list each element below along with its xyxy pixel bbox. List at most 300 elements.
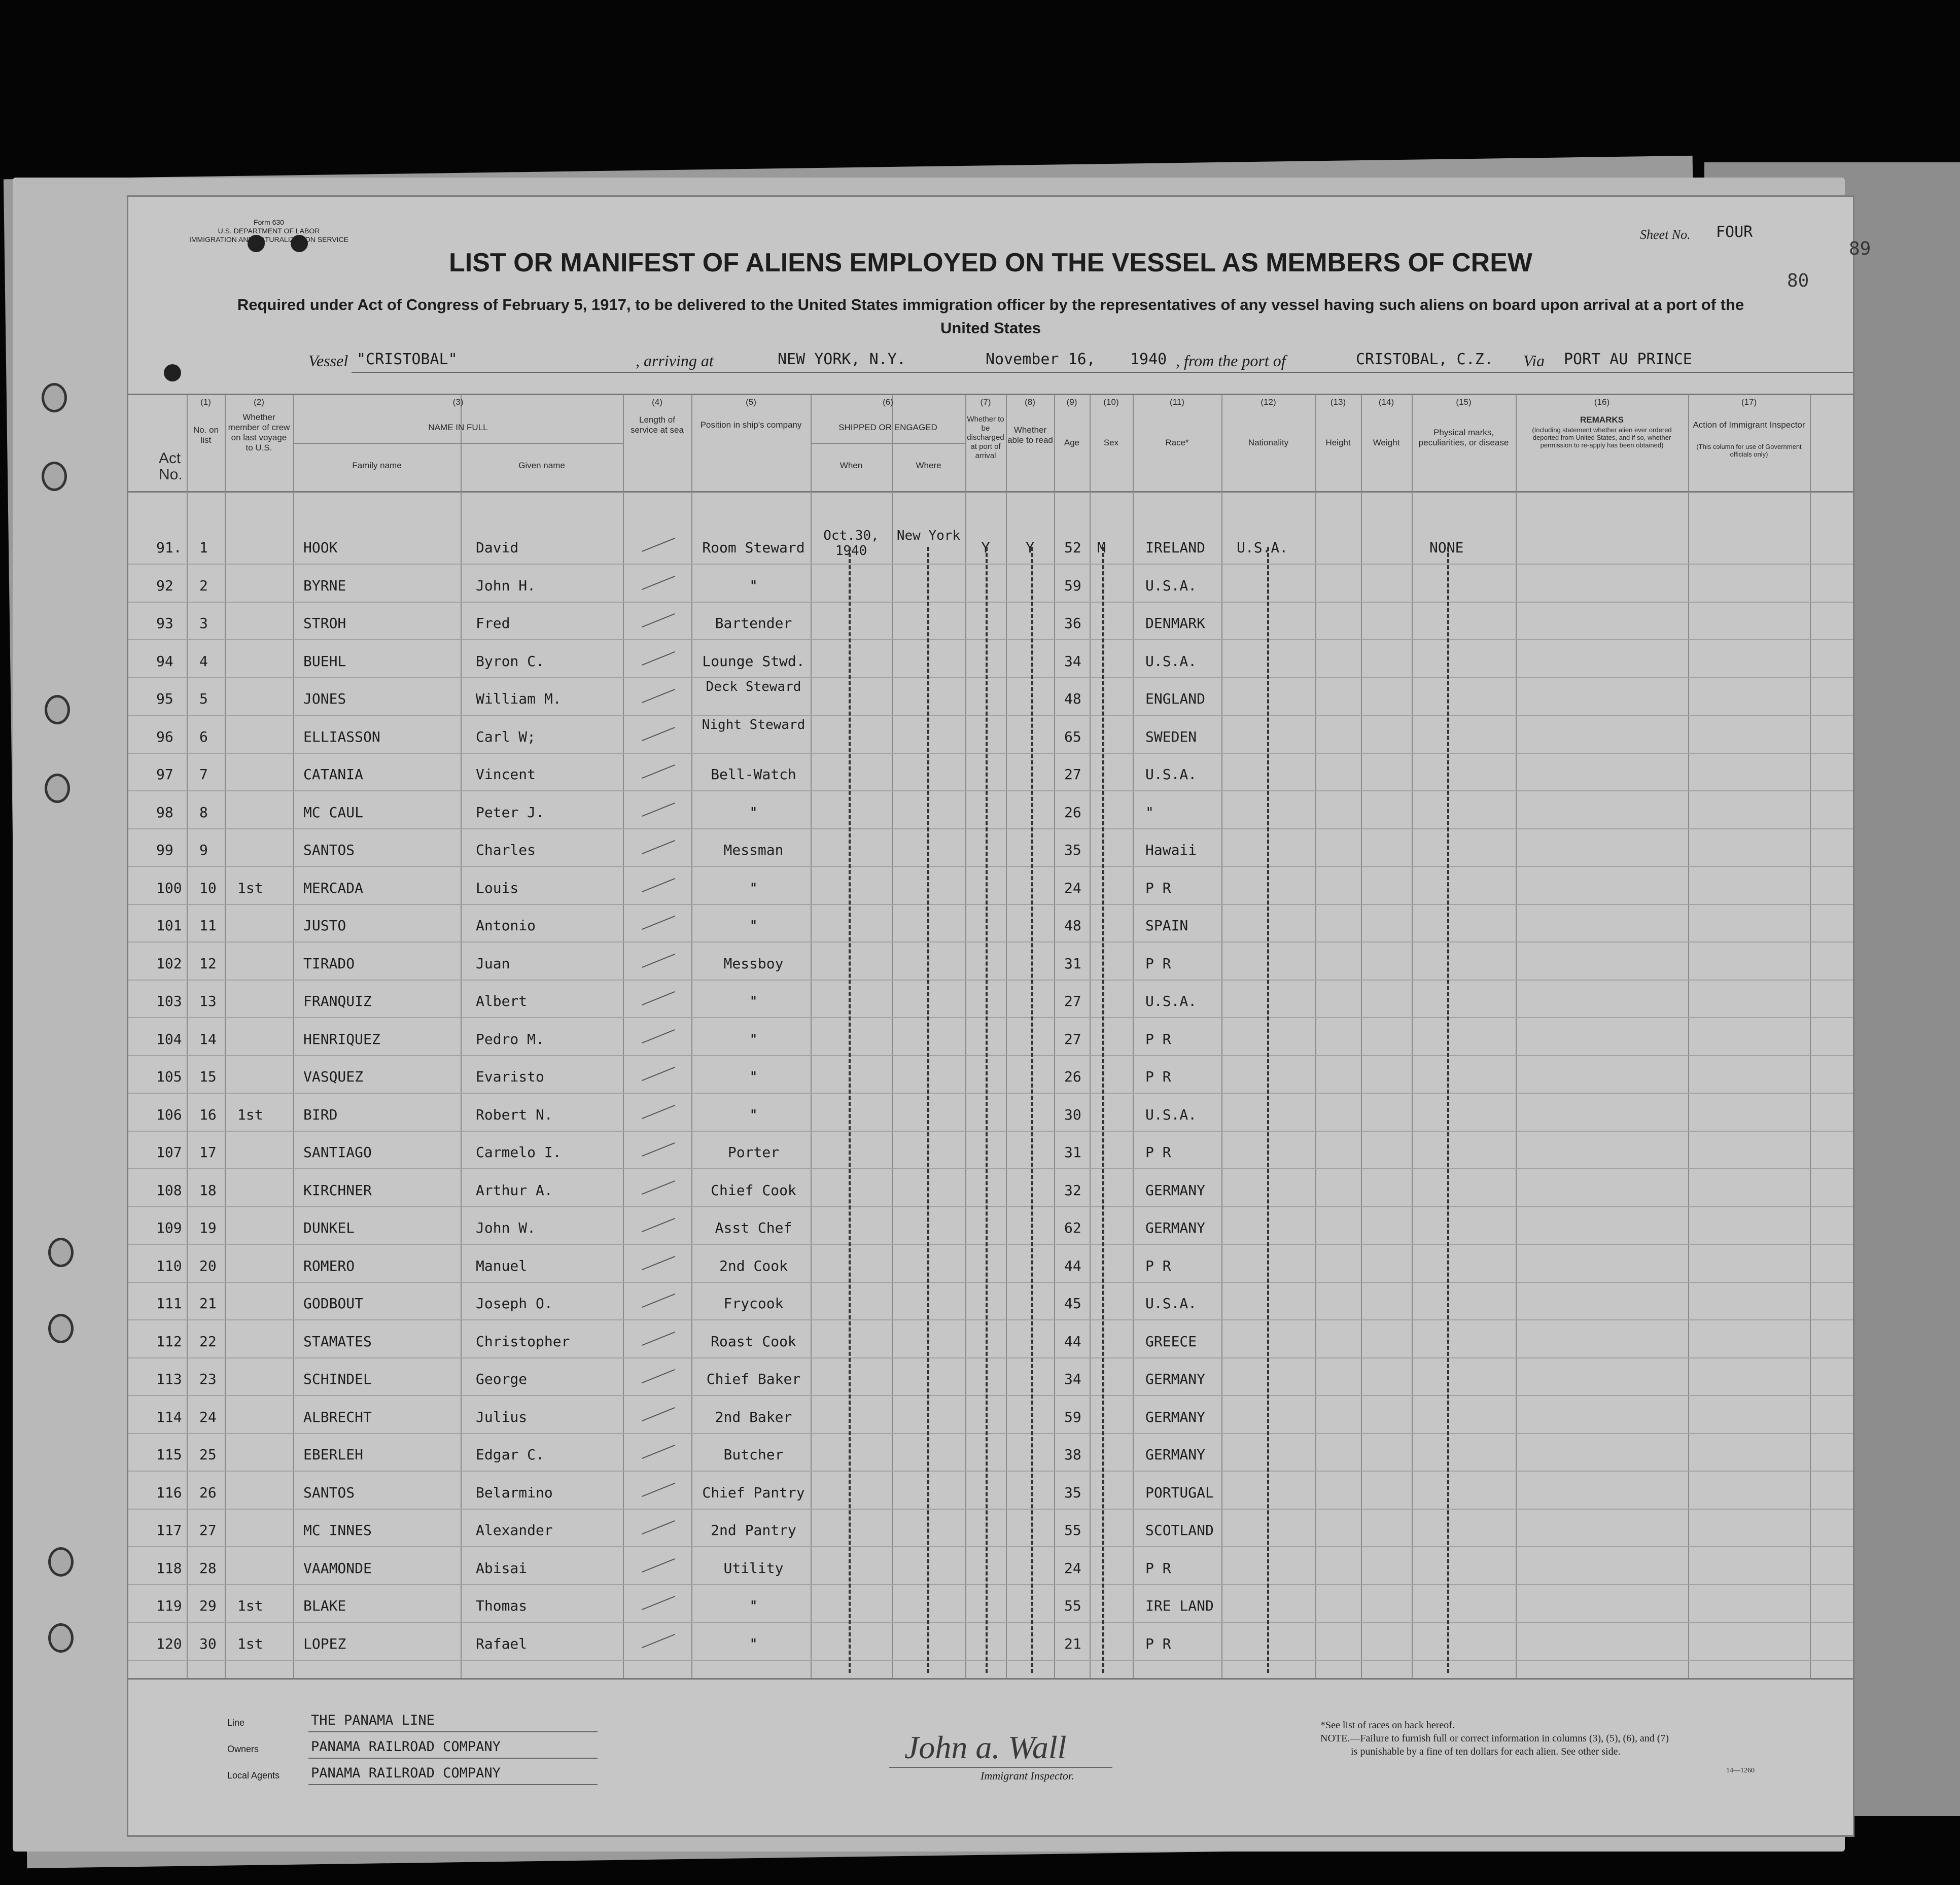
family-name: FRANQUIZ bbox=[303, 993, 372, 1009]
age: 27 bbox=[1064, 766, 1081, 783]
binder-hole bbox=[42, 383, 67, 412]
given-name: Albert bbox=[476, 993, 528, 1009]
name-header: NAME IN FULL bbox=[428, 423, 488, 432]
service-tick-mark bbox=[642, 1407, 675, 1421]
service-tick-mark bbox=[642, 1369, 675, 1383]
list-number: 29 bbox=[199, 1597, 217, 1614]
race: DENMARK bbox=[1145, 615, 1206, 632]
age: 31 bbox=[1064, 1144, 1081, 1161]
service-tick-mark bbox=[642, 651, 675, 665]
list-number: 13 bbox=[199, 993, 217, 1009]
act-number: 98 bbox=[156, 804, 173, 821]
age: 35 bbox=[1064, 842, 1081, 858]
act-no-header: Act No. bbox=[159, 450, 183, 483]
position: Porter bbox=[727, 1144, 780, 1161]
family-name: ELLIASSON bbox=[303, 728, 380, 745]
family-name: GODBOUT bbox=[303, 1295, 364, 1312]
row-rule bbox=[128, 828, 1853, 829]
given-name: Antonio bbox=[476, 917, 536, 934]
family-name: SANTIAGO bbox=[303, 1144, 372, 1161]
inspector-label: Immigrant Inspector. bbox=[981, 1769, 1074, 1782]
given-name: Edgar C. bbox=[476, 1446, 544, 1463]
given-name: Arthur A. bbox=[476, 1181, 553, 1199]
list-number: 16 bbox=[199, 1106, 217, 1123]
race: SPAIN bbox=[1145, 917, 1188, 934]
race: P R bbox=[1145, 1257, 1171, 1274]
age: 26 bbox=[1064, 804, 1081, 821]
family-name: VASQUEZ bbox=[303, 1068, 364, 1085]
given-name: Vincent bbox=[476, 766, 536, 783]
list-number: 22 bbox=[199, 1333, 217, 1350]
position: Roast Cook bbox=[711, 1333, 796, 1350]
row-rule bbox=[128, 866, 1853, 867]
act-number: 93 bbox=[156, 615, 173, 632]
list-number: 5 bbox=[199, 690, 208, 707]
family-name: STAMATES bbox=[303, 1333, 372, 1350]
given-name: John H. bbox=[476, 577, 536, 594]
position: Bell-Watch bbox=[711, 766, 796, 783]
service-tick-mark bbox=[642, 1142, 675, 1157]
shipped-header: SHIPPED OR ENGAGED bbox=[838, 423, 937, 432]
family-name: MERCADA bbox=[303, 879, 364, 896]
binder-hole bbox=[48, 1623, 74, 1653]
table-bottom-rule bbox=[128, 1678, 1853, 1680]
ditto-line bbox=[1102, 547, 1104, 1673]
race: PORTUGAL bbox=[1145, 1484, 1214, 1501]
service-tick-mark bbox=[642, 764, 675, 779]
act-number: 107 bbox=[156, 1144, 182, 1161]
col-rule bbox=[1054, 395, 1055, 1678]
age: 30 bbox=[1064, 1106, 1081, 1123]
given-name: Christopher bbox=[476, 1333, 570, 1350]
family-name: LOPEZ bbox=[303, 1635, 346, 1652]
act-number: 117 bbox=[156, 1522, 182, 1539]
col-rule bbox=[1810, 395, 1811, 1678]
remarks-subheader: (Including statement whether alien ever ordered deported from United States, and if so, whether permission to re-apply has been obtained) bbox=[1532, 426, 1672, 449]
race: SWEDEN bbox=[1145, 728, 1197, 745]
race: ENGLAND bbox=[1145, 690, 1206, 707]
binder-hole bbox=[42, 462, 67, 491]
page-title: LIST OR MANIFEST OF ALIENS EMPLOYED ON THE VESSEL AS MEMBERS OF CREW bbox=[449, 248, 1532, 277]
list-number: 26 bbox=[199, 1484, 217, 1501]
service-tick-mark bbox=[642, 1218, 675, 1232]
from-port-label: , from the port of bbox=[1176, 352, 1286, 370]
row-rule bbox=[128, 904, 1853, 905]
sex: M bbox=[1097, 539, 1106, 556]
row-rule bbox=[128, 1017, 1853, 1018]
col-rule bbox=[892, 395, 893, 1678]
service-tick-mark bbox=[642, 840, 675, 854]
race: U.S.A. bbox=[1145, 1106, 1197, 1123]
row-rule bbox=[128, 1168, 1853, 1169]
agents-label: Local Agents bbox=[227, 1770, 280, 1781]
list-number: 21 bbox=[199, 1295, 217, 1312]
age: 48 bbox=[1064, 690, 1081, 707]
given-name: Fred bbox=[476, 615, 510, 632]
length-service-header: Length of service at sea bbox=[631, 415, 684, 435]
act-number: 104 bbox=[156, 1030, 182, 1048]
family-name: SCHINDEL bbox=[303, 1371, 372, 1387]
previous-voyage: 1st bbox=[237, 1106, 263, 1123]
form-number: Form 630 bbox=[254, 218, 284, 226]
vessel-name: "CRISTOBAL" bbox=[357, 351, 458, 368]
col-rule bbox=[1516, 395, 1517, 1678]
age: 26 bbox=[1064, 1068, 1081, 1085]
list-number: 14 bbox=[199, 1030, 217, 1048]
list-number: 7 bbox=[199, 766, 208, 783]
act-number: 95 bbox=[156, 690, 173, 707]
list-number: 17 bbox=[199, 1144, 217, 1161]
act-number: 101 bbox=[156, 917, 182, 934]
col-rule bbox=[1090, 395, 1091, 1678]
age: 59 bbox=[1064, 1408, 1081, 1425]
act-number: 112 bbox=[156, 1333, 182, 1350]
age: 32 bbox=[1064, 1181, 1081, 1199]
given-name: Juan bbox=[476, 955, 510, 972]
age: 24 bbox=[1064, 1559, 1081, 1577]
position: " bbox=[749, 993, 758, 1009]
given-name: Charles bbox=[476, 842, 536, 858]
race: U.S.A. bbox=[1145, 652, 1197, 670]
given-name: Byron C. bbox=[476, 652, 544, 670]
inspector-action-header: Action of Immigrant Inspector bbox=[1693, 420, 1805, 430]
col-number: (2) bbox=[254, 397, 264, 407]
age: 34 bbox=[1064, 1371, 1081, 1387]
row-rule bbox=[128, 1509, 1853, 1510]
when-header: When bbox=[839, 461, 863, 470]
race: GREECE bbox=[1145, 1333, 1197, 1350]
discharged-flag: Y bbox=[981, 539, 990, 556]
race: P R bbox=[1145, 1635, 1171, 1652]
race: U.S.A. bbox=[1145, 993, 1197, 1009]
line-value: THE PANAMA LINE bbox=[311, 1713, 435, 1728]
given-name: Thomas bbox=[476, 1597, 528, 1614]
race: P R bbox=[1145, 1068, 1171, 1085]
position: 2nd Baker bbox=[715, 1408, 792, 1425]
form-header-block bbox=[189, 218, 348, 244]
age: 36 bbox=[1064, 615, 1081, 632]
service-tick-mark bbox=[642, 1445, 675, 1459]
failure-note: NOTE.—Failure to furnish full or correct information in columns (3), (5), (6), and (7) bbox=[1320, 1733, 1669, 1744]
race: IRELAND bbox=[1145, 539, 1206, 556]
family-name: BIRD bbox=[303, 1106, 338, 1123]
row-rule bbox=[128, 1244, 1853, 1245]
list-number: 2 bbox=[199, 577, 208, 594]
family-name: BLAKE bbox=[303, 1597, 346, 1614]
service-tick-mark bbox=[642, 1067, 675, 1081]
owners-underline bbox=[308, 1758, 598, 1759]
list-number: 8 bbox=[199, 804, 208, 821]
act-number: 102 bbox=[156, 955, 182, 972]
punch-hole bbox=[164, 364, 181, 381]
service-tick-mark bbox=[642, 802, 675, 816]
list-number: 11 bbox=[199, 917, 217, 934]
position: Chief Pantry bbox=[702, 1484, 805, 1501]
service-tick-mark bbox=[642, 878, 675, 892]
position: " bbox=[749, 1635, 758, 1652]
service-tick-mark bbox=[642, 953, 675, 967]
from-port: CRISTOBAL, C.Z. bbox=[1356, 351, 1493, 368]
arriving-label: , arriving at bbox=[636, 352, 714, 370]
shipped-subheader-rule bbox=[811, 443, 965, 444]
row-rule bbox=[128, 1319, 1853, 1320]
inspector-signature: John a. Wall bbox=[904, 1729, 1067, 1765]
list-number: 9 bbox=[199, 842, 208, 858]
position: Chief Cook bbox=[711, 1181, 796, 1199]
act-number: 96 bbox=[156, 728, 173, 745]
list-number: 1 bbox=[199, 539, 208, 556]
act-number: 103 bbox=[156, 993, 182, 1009]
age: 27 bbox=[1064, 1030, 1081, 1048]
race: P R bbox=[1145, 1559, 1171, 1577]
act-number: 110 bbox=[156, 1257, 182, 1274]
discharged-header: Whether to be discharged at port of arrival bbox=[967, 415, 1004, 460]
age: 48 bbox=[1064, 917, 1081, 934]
family-name: ROMERO bbox=[303, 1257, 355, 1274]
list-number: 28 bbox=[199, 1559, 217, 1577]
family-name: SANTOS bbox=[303, 1484, 355, 1501]
position: Lounge Stwd. bbox=[702, 652, 805, 670]
given-name: John W. bbox=[476, 1219, 536, 1236]
arrival-year: 1940 bbox=[1130, 351, 1167, 368]
position: Bartender bbox=[715, 615, 792, 632]
family-name: BUEHL bbox=[303, 652, 346, 670]
service-tick-mark bbox=[642, 1482, 675, 1496]
shipped-when: Oct.30, 1940 bbox=[823, 528, 879, 558]
physical-marks: NONE bbox=[1429, 539, 1464, 556]
owners-value: PANAMA RAILROAD COMPANY bbox=[311, 1739, 501, 1755]
race-header: Race* bbox=[1165, 438, 1189, 447]
act-number: 92 bbox=[156, 577, 173, 594]
service-tick-mark bbox=[642, 1029, 675, 1043]
col-rule bbox=[293, 395, 294, 1678]
nationality-header: Nationality bbox=[1248, 438, 1289, 447]
col-rule bbox=[225, 395, 226, 1678]
row-rule bbox=[128, 1471, 1853, 1472]
col-rule bbox=[1412, 395, 1413, 1678]
age: 44 bbox=[1064, 1333, 1081, 1350]
act-number: 115 bbox=[156, 1446, 182, 1463]
arrival-date: November 16, bbox=[986, 351, 1096, 368]
race: P R bbox=[1145, 1144, 1171, 1161]
family-name: MC CAUL bbox=[303, 804, 364, 821]
position: Chief Baker bbox=[706, 1371, 801, 1387]
list-number: 4 bbox=[199, 652, 208, 670]
age: 24 bbox=[1064, 879, 1081, 896]
row-rule bbox=[128, 1282, 1853, 1283]
act-number: 120 bbox=[156, 1635, 182, 1652]
act-number: 114 bbox=[156, 1408, 182, 1425]
list-number: 24 bbox=[199, 1408, 217, 1425]
col-rule bbox=[1006, 395, 1007, 1678]
name-subheader-rule bbox=[293, 443, 623, 444]
previous-voyage: 1st bbox=[237, 1635, 263, 1652]
act-number: 106 bbox=[156, 1106, 182, 1123]
col-number: (7) bbox=[980, 397, 991, 407]
col-number: (17) bbox=[1741, 397, 1757, 407]
position: " bbox=[749, 804, 758, 821]
col-rule bbox=[1133, 395, 1134, 1678]
list-number: 18 bbox=[199, 1181, 217, 1199]
page-number-right: 89 bbox=[1849, 238, 1871, 259]
list-number: 3 bbox=[199, 615, 208, 632]
col-number: (14) bbox=[1378, 397, 1394, 407]
list-number: 25 bbox=[199, 1446, 217, 1463]
position: Messman bbox=[723, 842, 784, 858]
col-number: (3) bbox=[452, 397, 464, 407]
list-number: 27 bbox=[199, 1522, 217, 1539]
family-name: BYRNE bbox=[303, 577, 346, 594]
act-number: 109 bbox=[156, 1219, 182, 1236]
position: Frycook bbox=[723, 1295, 784, 1312]
act-number: 113 bbox=[156, 1371, 182, 1387]
position: " bbox=[749, 1597, 758, 1614]
position: " bbox=[749, 1068, 758, 1085]
col-number: (5) bbox=[746, 397, 756, 407]
family-name: MC INNES bbox=[303, 1522, 372, 1539]
position: 2nd Cook bbox=[719, 1257, 788, 1274]
binder-hole bbox=[48, 1238, 74, 1267]
no-on-list-header: No. on list bbox=[193, 425, 219, 445]
service-tick-mark bbox=[642, 613, 675, 627]
service-tick-mark bbox=[642, 1520, 675, 1534]
position: Asst Chef bbox=[715, 1219, 792, 1236]
service-tick-mark bbox=[642, 1633, 675, 1648]
age-header: Age bbox=[1064, 438, 1080, 447]
row-rule bbox=[128, 1093, 1853, 1094]
print-code: 14—1260 bbox=[1726, 1767, 1755, 1774]
act-number: 116 bbox=[156, 1484, 182, 1501]
service-tick-mark bbox=[642, 575, 675, 589]
given-name: Julius bbox=[476, 1408, 528, 1425]
race: GERMANY bbox=[1145, 1181, 1206, 1199]
given-name: Robert N. bbox=[476, 1106, 553, 1123]
previous-voyage: 1st bbox=[237, 879, 263, 896]
act-number: 91. bbox=[156, 539, 182, 556]
given-name: Carl W; bbox=[476, 728, 536, 745]
service-tick-mark bbox=[642, 1294, 675, 1308]
header-bottom-rule bbox=[128, 491, 1853, 493]
ditto-line bbox=[849, 547, 851, 1673]
age: 31 bbox=[1064, 955, 1081, 972]
prev-voyage-header: Whether member of crew on last voyage to U.S. bbox=[228, 412, 290, 452]
given-name: Manuel bbox=[476, 1257, 528, 1274]
row-rule bbox=[128, 753, 1853, 754]
line-underline bbox=[308, 1731, 598, 1732]
vessel-label: Vessel bbox=[308, 352, 348, 370]
act-number: 119 bbox=[156, 1597, 182, 1614]
col-number: (11) bbox=[1170, 397, 1184, 407]
family-name: STROH bbox=[303, 615, 346, 632]
position: " bbox=[749, 1106, 758, 1123]
position: Room Steward bbox=[702, 539, 805, 556]
col-number: (16) bbox=[1594, 397, 1610, 407]
row-rule bbox=[128, 1546, 1853, 1547]
row-rule bbox=[128, 1584, 1853, 1585]
row-rule bbox=[128, 715, 1853, 716]
read-header: Whether able to read bbox=[1007, 425, 1053, 445]
family-name: KIRCHNER bbox=[303, 1181, 372, 1199]
col-rule bbox=[1315, 395, 1316, 1678]
age: 59 bbox=[1064, 577, 1081, 594]
service-tick-mark bbox=[642, 1596, 675, 1610]
act-number: 108 bbox=[156, 1181, 182, 1199]
race: P R bbox=[1145, 1030, 1171, 1048]
age: 45 bbox=[1064, 1295, 1081, 1312]
family-name: ALBRECHT bbox=[303, 1408, 372, 1425]
age: 27 bbox=[1064, 993, 1081, 1009]
given-name: David bbox=[476, 539, 519, 556]
position-header: Position in ship's company bbox=[700, 420, 802, 430]
arrival-port: NEW YORK, N.Y. bbox=[778, 351, 906, 368]
col-rule bbox=[1221, 395, 1222, 1678]
row-rule bbox=[128, 677, 1853, 678]
family-name: VAAMONDE bbox=[303, 1559, 372, 1577]
list-number: 15 bbox=[199, 1068, 217, 1085]
race: SCOTLAND bbox=[1145, 1522, 1214, 1539]
col-number: (1) bbox=[200, 397, 211, 407]
race: GERMANY bbox=[1145, 1219, 1206, 1236]
races-note: *See list of races on back hereof. bbox=[1320, 1720, 1455, 1731]
signature-underline bbox=[889, 1767, 1112, 1768]
given-name: Abisai bbox=[476, 1559, 528, 1577]
race: " bbox=[1145, 804, 1154, 821]
service-tick-mark bbox=[642, 1104, 675, 1119]
vessel-underline bbox=[352, 372, 1853, 373]
ditto-line bbox=[986, 547, 988, 1673]
act-number: 100 bbox=[156, 879, 182, 896]
col-number: (8) bbox=[1025, 397, 1035, 407]
race: P R bbox=[1145, 955, 1171, 972]
col-rule bbox=[623, 395, 624, 1678]
position: Night Steward bbox=[702, 717, 806, 732]
family-name: HENRIQUEZ bbox=[303, 1030, 380, 1048]
service: IMMIGRATION AND NATURALIZATION SERVICE bbox=[189, 235, 348, 243]
row-rule bbox=[128, 1660, 1853, 1661]
family-name: DUNKEL bbox=[303, 1219, 355, 1236]
age: 52 bbox=[1064, 539, 1081, 556]
list-number: 10 bbox=[199, 879, 217, 896]
age: 62 bbox=[1064, 1219, 1081, 1236]
race: GERMANY bbox=[1145, 1371, 1206, 1387]
fine-note: is punishable by a fine of ten dollars for each alien. See other side. bbox=[1351, 1746, 1621, 1757]
given-name: William M. bbox=[476, 690, 562, 707]
position: " bbox=[749, 1030, 758, 1048]
act-number: 118 bbox=[156, 1559, 182, 1577]
inspector-action-subheader: (This column for use of Government officials only) bbox=[1696, 443, 1802, 458]
shipped-where: New York bbox=[896, 528, 961, 543]
col-number: (12) bbox=[1261, 397, 1276, 407]
age: 35 bbox=[1064, 1484, 1081, 1501]
manifest-form bbox=[127, 195, 1854, 1837]
col-rule bbox=[811, 395, 812, 1678]
owners-label: Owners bbox=[227, 1744, 259, 1754]
row-rule bbox=[128, 1055, 1853, 1056]
position: 2nd Pantry bbox=[711, 1522, 796, 1539]
agents-value: PANAMA RAILROAD COMPANY bbox=[311, 1765, 501, 1781]
row-rule bbox=[128, 602, 1853, 603]
list-number: 6 bbox=[199, 728, 208, 745]
list-number: 19 bbox=[199, 1219, 217, 1236]
sheet-number: FOUR bbox=[1716, 223, 1753, 241]
list-number: 12 bbox=[199, 955, 217, 972]
given-name: Joseph O. bbox=[476, 1295, 553, 1312]
family-name: CATANIA bbox=[303, 766, 364, 783]
position: Messboy bbox=[723, 955, 784, 972]
row-rule bbox=[128, 1433, 1853, 1434]
row-rule bbox=[128, 1395, 1853, 1396]
act-number: 111 bbox=[156, 1295, 182, 1312]
